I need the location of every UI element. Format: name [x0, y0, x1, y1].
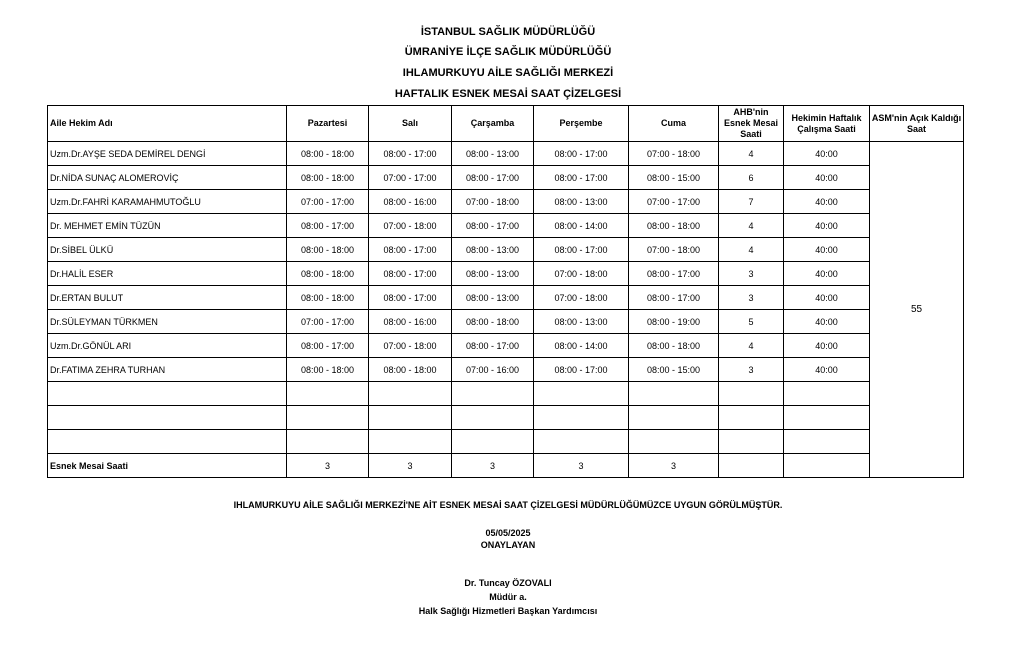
table-row	[48, 166, 964, 190]
cell-flex-hours: 3	[719, 262, 784, 286]
cell-tuesday: 08:00 - 17:00	[369, 262, 452, 286]
signer-name: Dr. Tuncay ÖZOVALI	[464, 578, 552, 588]
cell-thursday	[534, 382, 629, 406]
cell-friday: 08:00 - 17:00	[629, 286, 719, 310]
header-line-1: İSTANBUL SAĞLIK MÜDÜRLÜĞÜ	[420, 26, 596, 38]
cell-weekly-hours: 40:00	[784, 286, 870, 310]
cell-thursday: 08:00 - 17:00	[534, 238, 629, 262]
cell-monday: 08:00 - 17:00	[287, 214, 369, 238]
cell-wednesday: 08:00 - 13:00	[452, 142, 534, 166]
table-row	[48, 238, 964, 262]
cell-friday: 08:00 - 15:00	[629, 166, 719, 190]
cell-tuesday: 08:00 - 16:00	[369, 190, 452, 214]
cell-wednesday: 08:00 - 17:00	[452, 166, 534, 190]
cell-monday: 08:00 - 18:00	[287, 286, 369, 310]
cell-wednesday	[452, 406, 534, 430]
cell-friday: 08:00 - 19:00	[629, 310, 719, 334]
cell-monday: 07:00 - 17:00	[287, 310, 369, 334]
cell-flex-hours: 3	[719, 358, 784, 382]
table-header-row	[48, 106, 964, 142]
cell-thursday: 07:00 - 18:00	[534, 286, 629, 310]
cell-doctor-name: Dr.NİDA SUNAÇ ALOMEROVİÇ	[48, 166, 287, 190]
cell-thursday: 08:00 - 13:00	[534, 190, 629, 214]
signer-role: Müdür a.	[489, 592, 527, 602]
column-header-tuesday: Salı	[369, 106, 452, 142]
column-header-flex-hours: AHB'nin Esnek Mesai Saati	[719, 106, 784, 142]
approval-date: 05/05/2025	[485, 528, 531, 538]
cell-friday: 08:00 - 15:00	[629, 358, 719, 382]
cell-monday	[287, 382, 369, 406]
total-cell: 3	[369, 454, 452, 478]
column-header-asm-open-hours: ASM'nin Açık Kaldığı Saat	[870, 106, 964, 142]
cell-thursday: 08:00 - 17:00	[534, 166, 629, 190]
cell-thursday: 07:00 - 18:00	[534, 262, 629, 286]
cell-flex-hours: 4	[719, 238, 784, 262]
cell-tuesday: 07:00 - 17:00	[369, 166, 452, 190]
header-line-3: IHLAMURKUYU AİLE SAĞLIĞI MERKEZİ	[402, 67, 614, 79]
cell-friday	[629, 382, 719, 406]
cell-friday	[629, 430, 719, 454]
cell-weekly-hours	[784, 430, 870, 454]
cell-flex-hours: 5	[719, 310, 784, 334]
cell-monday	[287, 406, 369, 430]
total-cell	[719, 454, 784, 478]
cell-weekly-hours	[784, 406, 870, 430]
table-row	[48, 214, 964, 238]
cell-tuesday: 08:00 - 17:00	[369, 142, 452, 166]
cell-doctor-name: Uzm.Dr.GÖNÜL ARI	[48, 334, 287, 358]
column-header-weekly-hours: Hekimin Haftalık Çalışma Saati	[784, 106, 870, 142]
cell-tuesday: 08:00 - 17:00	[369, 286, 452, 310]
cell-thursday: 08:00 - 14:00	[534, 334, 629, 358]
cell-doctor-name: Uzm.Dr.FAHRİ KARAMAHMUTOĞLU	[48, 190, 287, 214]
cell-flex-hours: 7	[719, 190, 784, 214]
cell-monday: 08:00 - 18:00	[287, 166, 369, 190]
table-row	[48, 142, 964, 166]
cell-thursday	[534, 406, 629, 430]
table-row	[48, 406, 964, 430]
cell-thursday: 08:00 - 13:00	[534, 310, 629, 334]
cell-friday: 08:00 - 18:00	[629, 334, 719, 358]
cell-doctor-name: Uzm.Dr.AYŞE SEDA DEMİREL DENGİ	[48, 142, 287, 166]
cell-thursday	[534, 430, 629, 454]
cell-tuesday: 08:00 - 16:00	[369, 310, 452, 334]
cell-wednesday: 08:00 - 17:00	[452, 214, 534, 238]
cell-weekly-hours: 40:00	[784, 166, 870, 190]
column-header-wednesday: Çarşamba	[452, 106, 534, 142]
cell-friday: 07:00 - 18:00	[629, 142, 719, 166]
cell-wednesday	[452, 382, 534, 406]
cell-doctor-name: Dr.HALİL ESER	[48, 262, 287, 286]
total-cell: 3	[452, 454, 534, 478]
column-header-friday: Cuma	[629, 106, 719, 142]
cell-thursday: 08:00 - 14:00	[534, 214, 629, 238]
total-cell	[784, 454, 870, 478]
cell-doctor-name: Dr.SİBEL ÜLKÜ	[48, 238, 287, 262]
approval-text: IHLAMURKUYU AİLE SAĞLIĞI MERKEZİ'NE AİT ESNEK MESAİ SAAT ÇİZELGESİ MÜDÜRLÜĞÜMÜZCE UYGUN GÖRÜLMÜŞTÜR.	[233, 500, 783, 510]
cell-tuesday: 07:00 - 18:00	[369, 334, 452, 358]
table-row	[48, 310, 964, 334]
cell-doctor-name: Dr. MEHMET EMİN TÜZÜN	[48, 214, 287, 238]
cell-tuesday: 07:00 - 18:00	[369, 214, 452, 238]
cell-weekly-hours: 40:00	[784, 358, 870, 382]
cell-thursday: 08:00 - 17:00	[534, 142, 629, 166]
table-row	[48, 190, 964, 214]
cell-friday	[629, 406, 719, 430]
cell-monday	[287, 430, 369, 454]
cell-flex-hours: 4	[719, 142, 784, 166]
cell-asm-open-hours: 55	[870, 142, 964, 478]
cell-flex-hours: 4	[719, 214, 784, 238]
cell-monday: 08:00 - 17:00	[287, 334, 369, 358]
table-row	[48, 262, 964, 286]
cell-tuesday	[369, 430, 452, 454]
cell-wednesday: 08:00 - 13:00	[452, 286, 534, 310]
cell-friday: 07:00 - 18:00	[629, 238, 719, 262]
cell-weekly-hours: 40:00	[784, 334, 870, 358]
cell-wednesday: 08:00 - 17:00	[452, 334, 534, 358]
cell-thursday: 08:00 - 17:00	[534, 358, 629, 382]
cell-flex-hours	[719, 382, 784, 406]
total-row-label: Esnek Mesai Saati	[48, 454, 287, 478]
cell-tuesday	[369, 382, 452, 406]
cell-flex-hours	[719, 430, 784, 454]
cell-doctor-name	[48, 406, 287, 430]
table-row	[48, 430, 964, 454]
cell-monday: 07:00 - 17:00	[287, 190, 369, 214]
table-row	[48, 286, 964, 310]
cell-wednesday: 08:00 - 13:00	[452, 262, 534, 286]
cell-weekly-hours: 40:00	[784, 262, 870, 286]
cell-wednesday: 07:00 - 16:00	[452, 358, 534, 382]
cell-tuesday: 08:00 - 18:00	[369, 358, 452, 382]
cell-wednesday	[452, 430, 534, 454]
cell-flex-hours: 4	[719, 334, 784, 358]
cell-doctor-name: Dr.SÜLEYMAN TÜRKMEN	[48, 310, 287, 334]
signer-title: Halk Sağlığı Hizmetleri Başkan Yardımcısı	[418, 606, 598, 616]
total-cell: 3	[629, 454, 719, 478]
cell-doctor-name: Dr.FATIMA ZEHRA TURHAN	[48, 358, 287, 382]
cell-weekly-hours: 40:00	[784, 214, 870, 238]
total-cell: 3	[287, 454, 369, 478]
cell-weekly-hours: 40:00	[784, 238, 870, 262]
cell-friday: 08:00 - 18:00	[629, 214, 719, 238]
cell-tuesday: 08:00 - 17:00	[369, 238, 452, 262]
cell-doctor-name	[48, 430, 287, 454]
column-header-doctor-name: Aile Hekim Adı	[48, 106, 287, 142]
cell-weekly-hours	[784, 382, 870, 406]
cell-monday: 08:00 - 18:00	[287, 358, 369, 382]
cell-monday: 08:00 - 18:00	[287, 262, 369, 286]
column-header-thursday: Perşembe	[534, 106, 629, 142]
cell-wednesday: 08:00 - 13:00	[452, 238, 534, 262]
cell-wednesday: 08:00 - 18:00	[452, 310, 534, 334]
cell-flex-hours: 3	[719, 286, 784, 310]
cell-friday: 07:00 - 17:00	[629, 190, 719, 214]
cell-wednesday: 07:00 - 18:00	[452, 190, 534, 214]
cell-weekly-hours: 40:00	[784, 310, 870, 334]
cell-tuesday	[369, 406, 452, 430]
cell-monday: 08:00 - 18:00	[287, 142, 369, 166]
total-row	[48, 454, 964, 478]
header-line-2: ÜMRANİYE İLÇE SAĞLIK MÜDÜRLÜĞÜ	[404, 46, 612, 58]
cell-weekly-hours: 40:00	[784, 142, 870, 166]
cell-weekly-hours: 40:00	[784, 190, 870, 214]
cell-doctor-name	[48, 382, 287, 406]
cell-monday: 08:00 - 18:00	[287, 238, 369, 262]
table-row	[48, 358, 964, 382]
column-header-monday: Pazartesi	[287, 106, 369, 142]
approver-label: ONAYLAYAN	[480, 540, 536, 550]
cell-flex-hours	[719, 406, 784, 430]
cell-doctor-name: Dr.ERTAN BULUT	[48, 286, 287, 310]
cell-flex-hours: 6	[719, 166, 784, 190]
table-row	[48, 382, 964, 406]
schedule-table	[47, 105, 964, 478]
total-cell: 3	[534, 454, 629, 478]
cell-friday: 08:00 - 17:00	[629, 262, 719, 286]
table-row	[48, 334, 964, 358]
document-title: HAFTALIK ESNEK MESAİ SAAT ÇİZELGESİ	[394, 88, 622, 100]
